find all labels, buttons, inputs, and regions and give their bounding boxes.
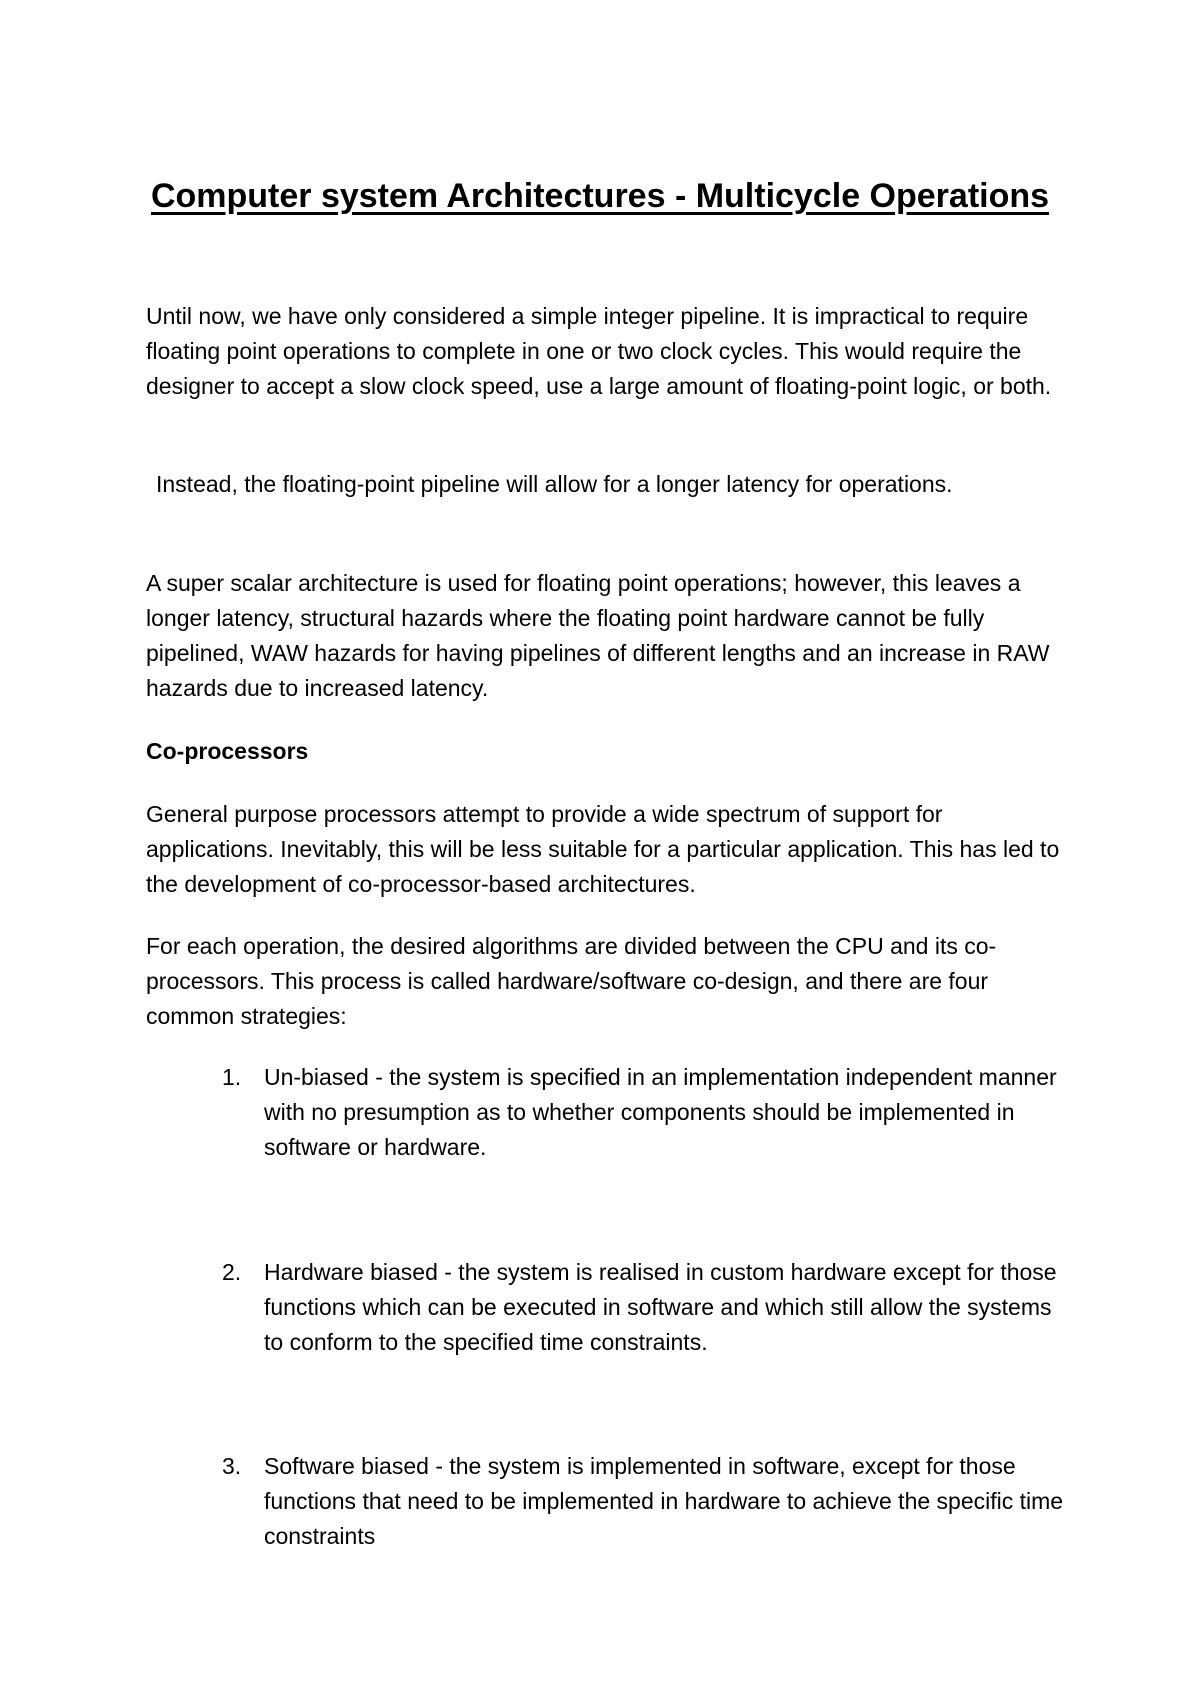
list-number: 1.: [222, 1064, 242, 1090]
paragraph-general-purpose: General purpose processors attempt to provide a wide spectrum of support for applications. Inevitably, this will be less suitable for a particular application. This has led to the development of co-processor-based architectures.: [146, 801, 1060, 897]
list-item-text: Hardware biased - the system is realised in custom hardware except for those functions which can be executed in software and which still allow the systems to conform to the specified time constraints.: [264, 1259, 1057, 1355]
section-heading-coprocessors: Co-processors: [146, 738, 309, 764]
paragraph-intro: Until now, we have only considered a simple integer pipeline. It is impractical to require floating point operations to complete in one or two clock cycles. This would require the designer to accept a slow clock speed, use a large amount of floating-point logic, or both.: [146, 303, 1052, 399]
list-number: 3.: [222, 1453, 242, 1479]
list-item-hardware-biased: [222, 1255, 1072, 1360]
paragraph-latency: Instead, the floating-point pipeline will allow for a longer latency for operations.: [156, 471, 953, 497]
paragraph-codesign: For each operation, the desired algorithms are divided between the CPU and its co-processors. This process is called hardware/software co-design, and there are four common strategies:: [146, 933, 997, 1029]
list-item-text: Software biased - the system is implemented in software, except for those functions that need to be implemented in hardware to achieve the specific time constraints: [264, 1453, 1064, 1549]
list-item-text: Un-biased - the system is specified in an implementation independent manner with no presumption as to whether components should be implemented in software or hardware.: [264, 1064, 1057, 1160]
list-number: 2.: [222, 1259, 242, 1285]
paragraph-superscalar: A super scalar architecture is used for floating point operations; however, this leaves a longer latency, structural hazards where the floating point hardware cannot be fully pipelined, WAW hazards for having pipelines of different lengths and an increase in RAW hazards due to increased latency.: [146, 570, 1050, 701]
list-item-unbiased: [222, 1060, 1072, 1165]
document-title: Computer system Architectures - Multicycle Operations: [150, 177, 1050, 215]
list-item-software-biased: [222, 1449, 1072, 1554]
